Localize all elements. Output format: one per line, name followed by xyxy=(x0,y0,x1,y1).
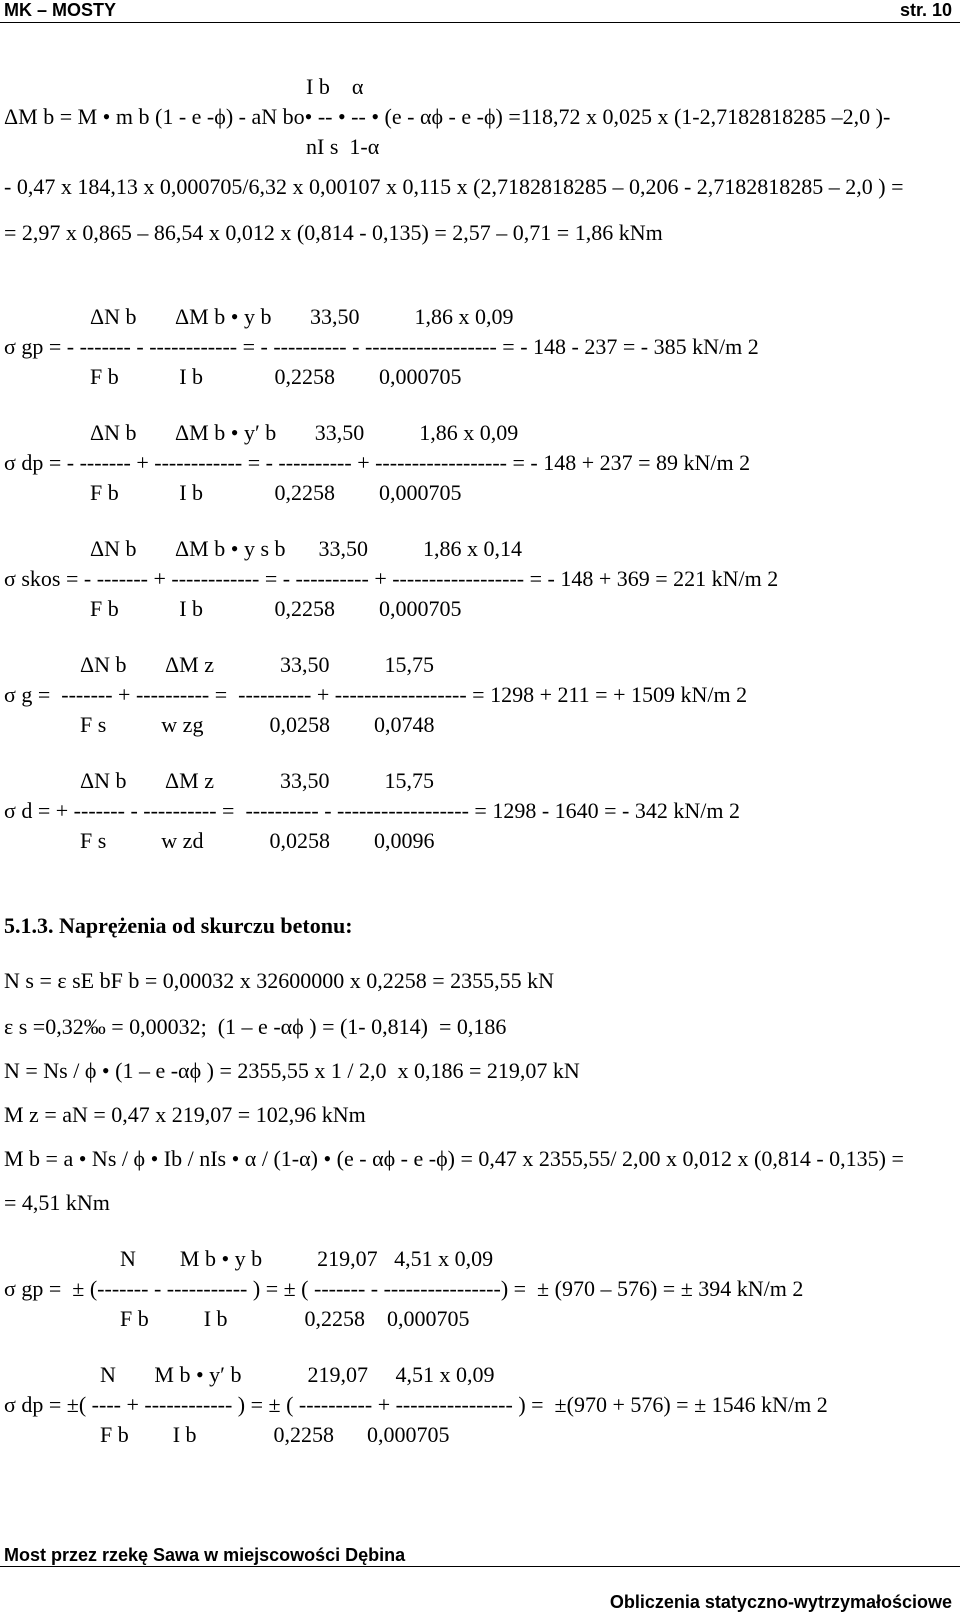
formula-line: σ gp = - ------- - ------------ = - ---------- - ------------------ = - 148 - 237 = - 385 kN/m 2 xyxy=(4,334,759,359)
formula-line: ΔN b ΔM b • y s b 33,50 1,86 x 0,14 xyxy=(90,536,523,561)
header-right: str. 10 xyxy=(899,0,952,20)
formula-line: M b = a • Ns / ϕ • Ib / nIs • α / (1-α) • (e - αϕ - e -ϕ) = 0,47 x 2355,55/ 2,00 x 0,012 x (0,814 - 0,135) = xyxy=(4,1146,904,1171)
formula-line: σ dp = ±( ---- + ------------ ) = ± ( ---------- + ---------------- ) = ±(970 + 576) = ± 1546 kN/m 2 xyxy=(4,1392,828,1417)
formula-line: ΔN b ΔM b • y′ b 33,50 1,86 x 0,09 xyxy=(90,420,519,445)
formula-line: ΔN b ΔM z 33,50 15,75 xyxy=(80,652,435,677)
formula-line: F b I b 0,2258 0,000705 xyxy=(100,1422,450,1447)
formula-line: = 2,97 x 0,865 – 86,54 x 0,012 x (0,814 - 0,135) = 2,57 – 0,71 = 1,86 kNm xyxy=(4,220,663,245)
formula-line: N = Ns / ϕ • (1 – e -αϕ ) = 2355,55 x 1 / 2,0 x 0,186 = 219,07 kN xyxy=(4,1058,580,1083)
formula-line: ΔN b ΔM b • y b 33,50 1,86 x 0,09 xyxy=(90,304,514,329)
formula-line: σ skos = - ------- + ------------ = - ---------- + ------------------ = - 148 + 369 = 221 kN/m 2 xyxy=(4,566,779,591)
formula-line: nI s 1-α xyxy=(306,134,380,159)
section-heading: 5.1.3. Naprężenia od skurczu betonu: xyxy=(4,913,353,938)
formula-line: - 0,47 x 184,13 x 0,000705/6,32 x 0,00107 x 0,115 x (2,7182818285 – 0,206 - 2,7182818285 – 2,0 ) = xyxy=(4,174,904,199)
formula-line: = 4,51 kNm xyxy=(4,1190,110,1215)
formula-line: N M b • y b 219,07 4,51 x 0,09 xyxy=(120,1246,494,1271)
formula-line: ε s =0,32‰ = 0,00032; (1 – e -αϕ ) = (1- 0,814) = 0,186 xyxy=(4,1014,507,1039)
formula-line: σ dp = - ------- + ------------ = - ---------- + ------------------ = - 148 + 237 = 89 kN/m 2 xyxy=(4,450,751,475)
header-rule xyxy=(0,22,960,23)
formula-line: M z = aN = 0,47 x 219,07 = 102,96 kNm xyxy=(4,1102,366,1127)
formula-line: F b I b 0,2258 0,000705 xyxy=(90,364,462,389)
header-left: MK – MOSTY xyxy=(4,0,117,20)
formula-line: I b α xyxy=(306,74,364,99)
formula-line: ΔM b = M • m b (1 - e -ϕ) - aN bo• -- • -- • (e - αϕ - e -ϕ) =118,72 x 0,025 x (1-2,7182818285 –2,0 )- xyxy=(4,104,891,129)
formula-line: F b I b 0,2258 0,000705 xyxy=(120,1306,470,1331)
formula-line: σ gp = ± (------- - ----------- ) = ± ( ------- - ----------------) = ± (970 – 576) = ± 394 kN/m 2 xyxy=(4,1276,804,1301)
formula-line: F s w zd 0,0258 0,0096 xyxy=(80,828,435,853)
formula-line: σ g = ------- + ---------- = ---------- + ------------------ = 1298 + 211 = + 1509 kN/m 2 xyxy=(4,682,748,707)
formula-line: N M b • y′ b 219,07 4,51 x 0,09 xyxy=(100,1362,495,1387)
formula-line: ΔN b ΔM z 33,50 15,75 xyxy=(80,768,435,793)
formula-line: F b I b 0,2258 0,000705 xyxy=(90,480,462,505)
formula-line: F s w zg 0,0258 0,0748 xyxy=(80,712,435,737)
footer-rule xyxy=(0,1566,960,1567)
footer-left: Most przez rzekę Sawa w miejscowości Dębina xyxy=(4,1545,406,1565)
formula-line: σ d = + ------- - ---------- = ---------- - ------------------ = 1298 - 1640 = - 342 kN/m 2 xyxy=(4,798,740,823)
footer-right: Obliczenia statyczno-wytrzymałościowe xyxy=(609,1592,952,1612)
formula-line: N s = ε sE bF b = 0,00032 x 32600000 x 0,2258 = 2355,55 kN xyxy=(4,968,555,993)
formula-line: F b I b 0,2258 0,000705 xyxy=(90,596,462,621)
